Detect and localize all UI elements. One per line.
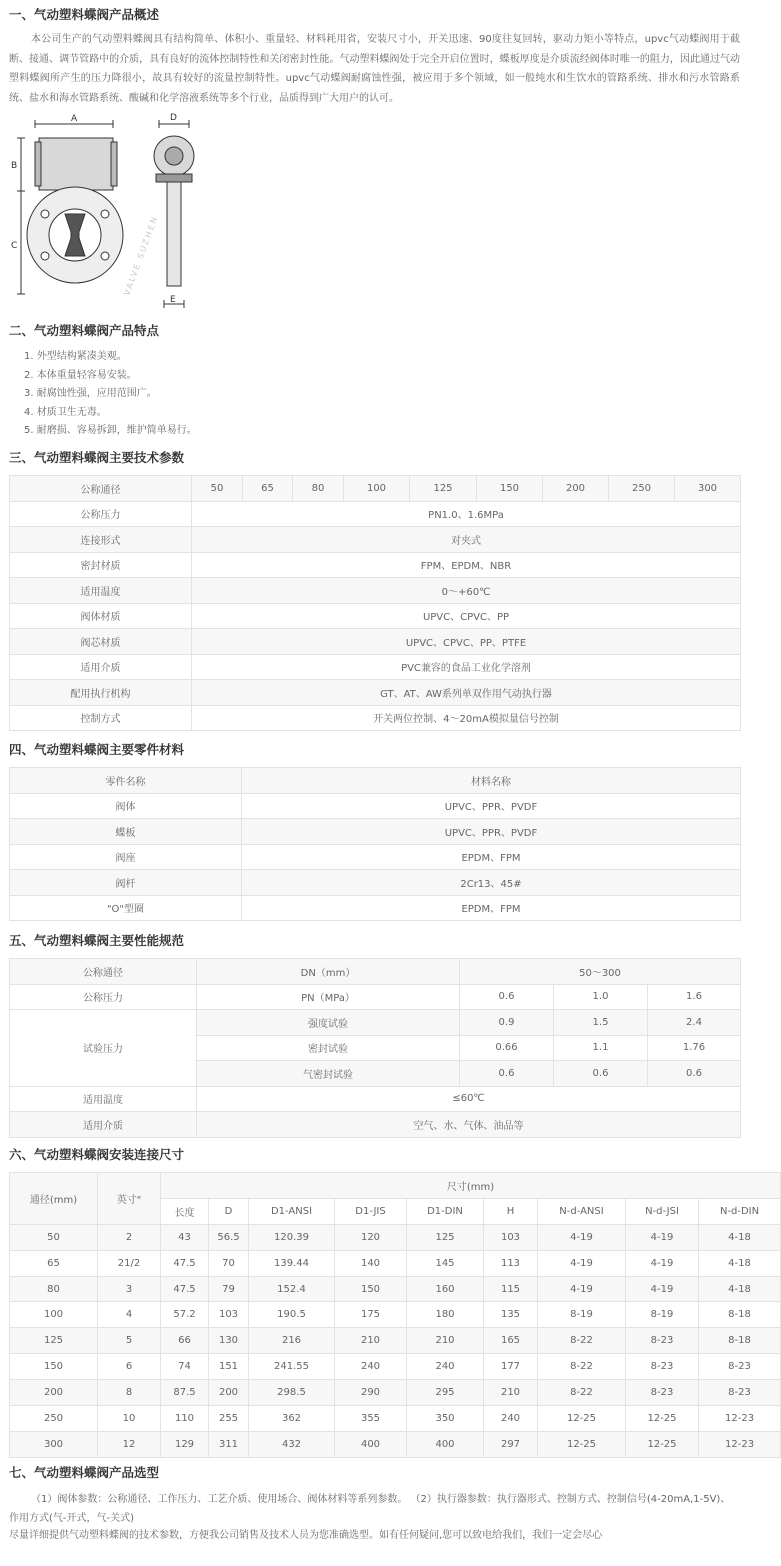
dimension-cell: 70: [209, 1250, 249, 1276]
dimension-cell: 200: [10, 1380, 98, 1406]
table-row: [10, 1328, 781, 1354]
dimension-cell: 177: [484, 1354, 538, 1380]
table-row: [10, 1431, 781, 1457]
part-material: EPDM、FPM: [242, 844, 741, 870]
dimension-cell: 311: [209, 1431, 249, 1457]
section-3-heading: 三、气动塑料蝶阀主要技术参数: [9, 450, 185, 465]
header-cell: 长度: [161, 1198, 209, 1224]
dimension-cell: 4-19: [538, 1224, 626, 1250]
dimension-cell: 290: [335, 1380, 407, 1406]
dimension-cell: 4-19: [626, 1276, 699, 1302]
dimension-cell: 400: [407, 1431, 484, 1457]
drawing-label-e: E: [170, 295, 176, 305]
size-cell: 100: [344, 476, 410, 502]
spec-value: 0.66: [460, 1035, 554, 1061]
dimension-cell: 110: [161, 1406, 209, 1432]
dimension-cell: 432: [249, 1431, 335, 1457]
header-cell: D: [209, 1198, 249, 1224]
dimension-cell: 8-19: [538, 1302, 626, 1328]
table-row: [10, 705, 741, 731]
table-row: [10, 1173, 781, 1199]
dimension-cell: 6: [98, 1354, 161, 1380]
list-item: 1. 外型结构紧凑美观。: [24, 351, 127, 362]
dimension-cell: 150: [335, 1276, 407, 1302]
header-cell: 零件名称: [10, 768, 242, 794]
param-label: 连接形式: [10, 527, 192, 553]
tech-params-table: [9, 475, 741, 731]
dimension-cell: 4-18: [699, 1250, 781, 1276]
spec-value: 1.5: [554, 1010, 648, 1036]
dimension-cell: 47.5: [161, 1250, 209, 1276]
table-row: [10, 603, 741, 629]
header-cell: 英寸": [98, 1173, 161, 1225]
parts-materials-table: [9, 767, 741, 921]
dimension-cell: 355: [335, 1406, 407, 1432]
dimension-cell: 2: [98, 1224, 161, 1250]
param-label: 配用执行机构: [10, 680, 192, 706]
part-material: 2Cr13、45#: [242, 870, 741, 896]
table-row: [10, 1224, 781, 1250]
dimension-cell: 8-19: [626, 1302, 699, 1328]
spec-value: 1.6: [648, 984, 741, 1010]
selection-paragraph-2: 尽量详细提供气动塑料蝶阀的技术参数，方便我公司销售及技术人员为您准确选型。如有任何疑问,您可以致电给我们，我们一定会尽心: [9, 1530, 603, 1541]
spec-value: 0.6: [554, 1061, 648, 1087]
dimension-cell: 8-22: [538, 1354, 626, 1380]
dimension-cell: 200: [209, 1380, 249, 1406]
dimension-cell: 295: [407, 1380, 484, 1406]
dimension-cell: 175: [335, 1302, 407, 1328]
table-row: [10, 1276, 781, 1302]
dimension-cell: 57.2: [161, 1302, 209, 1328]
dimension-cell: 43: [161, 1224, 209, 1250]
list-item: 3. 耐腐蚀性强，应用范围广。: [24, 388, 157, 399]
param-label: 公称压力: [10, 501, 192, 527]
section-5-heading: 五、气动塑料蝶阀主要性能规范: [9, 933, 185, 948]
header-cell: N-d-ANSI: [538, 1198, 626, 1224]
size-cell: 125: [410, 476, 477, 502]
drawing-label-d: D: [170, 113, 177, 123]
param-value: UPVC、CPVC、PP、PTFE: [192, 629, 741, 655]
section-7-heading: 七、气动塑料蝶阀产品选型: [9, 1465, 160, 1480]
dimension-cell: 4: [98, 1302, 161, 1328]
param-label: 控制方式: [10, 705, 192, 731]
dimension-cell: 4-19: [538, 1250, 626, 1276]
dimension-cell: 8-23: [626, 1354, 699, 1380]
spec-value: 0.6: [460, 1061, 554, 1087]
dimension-cell: 80: [10, 1276, 98, 1302]
table-row: [10, 1380, 781, 1406]
dimension-cell: 210: [484, 1380, 538, 1406]
header-cell: 材料名称: [242, 768, 741, 794]
table-row: [10, 552, 741, 578]
dimension-cell: 12-25: [626, 1431, 699, 1457]
table-row: [10, 844, 741, 870]
dimension-cell: 100: [10, 1302, 98, 1328]
dimension-cell: 3: [98, 1276, 161, 1302]
param-value: 0～+60℃: [192, 578, 741, 604]
table-row: [10, 793, 741, 819]
dimension-cell: 12-25: [538, 1406, 626, 1432]
spec-value: 0.6: [460, 984, 554, 1010]
dimension-cell: 240: [335, 1354, 407, 1380]
drawing-label-b: B: [11, 161, 18, 171]
dimension-cell: 180: [407, 1302, 484, 1328]
spec-value: 空气、水、气体、油品等: [197, 1112, 741, 1138]
dimension-cell: 8-23: [626, 1328, 699, 1354]
size-cell: 65: [243, 476, 293, 502]
test-name: 气密封试验: [197, 1061, 460, 1087]
table-row: [10, 895, 741, 921]
part-name: 蝶板: [10, 819, 242, 845]
size-cell: 80: [293, 476, 344, 502]
dimension-cell: 130: [209, 1328, 249, 1354]
selection-paragraph-1: （1）阀体参数：公称通径、工作压力、工艺介质、使用场合、阀体材料等系列参数。 （2）执行器参数：执行器形式、控制方式、控制信号(4-20mA,1-5V)、作用方式(气-开式，气-关式): [9, 1494, 731, 1524]
dimension-cell: 74: [161, 1354, 209, 1380]
dimension-cell: 129: [161, 1431, 209, 1457]
dimension-cell: 135: [484, 1302, 538, 1328]
spec-value: 50～300: [460, 959, 741, 985]
param-value: GT、AT、AW系列单双作用气动执行器: [192, 680, 741, 706]
size-cell: 150: [477, 476, 543, 502]
dimension-cell: 115: [484, 1276, 538, 1302]
part-material: EPDM、FPM: [242, 895, 741, 921]
drawing-label-a: A: [71, 114, 78, 124]
dimension-cell: 50: [10, 1224, 98, 1250]
table-row: [10, 959, 741, 985]
header-cell: D1-JIS: [335, 1198, 407, 1224]
dimension-cell: 165: [484, 1328, 538, 1354]
dimension-cell: 241.55: [249, 1354, 335, 1380]
dimension-cell: 21/2: [98, 1250, 161, 1276]
spec-value: 0.9: [460, 1010, 554, 1036]
param-value: 开关两位控制、4～20mA模拟量信号控制: [192, 705, 741, 731]
dimension-cell: 12-25: [626, 1406, 699, 1432]
header-cell: 公称通径: [10, 476, 192, 502]
table-row: [10, 1302, 781, 1328]
dimension-cell: 66: [161, 1328, 209, 1354]
table-row: [10, 1406, 781, 1432]
dimension-cell: 8: [98, 1380, 161, 1406]
dimension-cell: 8-18: [699, 1302, 781, 1328]
table-row: [10, 654, 741, 680]
dimension-cell: 125: [10, 1328, 98, 1354]
table-row: [10, 819, 741, 845]
dimension-cell: 87.5: [161, 1380, 209, 1406]
header-cell: N-d-DIN: [699, 1198, 781, 1224]
param-label: 密封材质: [10, 552, 192, 578]
param-value: PVC兼容的食品工业化学溶剂: [192, 654, 741, 680]
dimension-cell: 8-23: [626, 1380, 699, 1406]
header-cell: N-d-JSI: [626, 1198, 699, 1224]
dimension-cell: 216: [249, 1328, 335, 1354]
dimension-cell: 400: [335, 1431, 407, 1457]
dimension-cell: 297: [484, 1431, 538, 1457]
dimension-cell: 12-23: [699, 1431, 781, 1457]
part-material: UPVC、PPR、PVDF: [242, 819, 741, 845]
dimension-cell: 240: [407, 1354, 484, 1380]
param-value: 对夹式: [192, 527, 741, 553]
part-name: "O"型圈: [10, 895, 242, 921]
dimension-cell: 103: [484, 1224, 538, 1250]
dimension-cell: 190.5: [249, 1302, 335, 1328]
spec-value: 1.0: [554, 984, 648, 1010]
dimension-cell: 210: [407, 1328, 484, 1354]
test-name: 强度试验: [197, 1010, 460, 1036]
dimension-cell: 120: [335, 1224, 407, 1250]
dimension-cell: 47.5: [161, 1276, 209, 1302]
param-label: 阀体材质: [10, 603, 192, 629]
table-row: [10, 1010, 741, 1036]
size-cell: 250: [609, 476, 675, 502]
header-cell: 尺寸(mm): [161, 1173, 781, 1199]
drawing-label-c: C: [11, 241, 18, 251]
part-name: 阀体: [10, 793, 242, 819]
dimension-cell: 255: [209, 1406, 249, 1432]
valve-drawing: [9, 106, 201, 312]
table-row: [10, 629, 741, 655]
dimension-cell: 4-18: [699, 1224, 781, 1250]
param-value: FPM、EPDM、NBR: [192, 552, 741, 578]
dimension-cell: 12-25: [538, 1431, 626, 1457]
dimension-cell: 298.5: [249, 1380, 335, 1406]
dimension-cell: 12: [98, 1431, 161, 1457]
table-row: [10, 768, 741, 794]
dimension-cell: 8-22: [538, 1380, 626, 1406]
table-row: [10, 527, 741, 553]
performance-table: [9, 958, 741, 1138]
section-6-heading: 六、气动塑料蝶阀安装连接尺寸: [9, 1147, 185, 1162]
dimension-cell: 4-19: [538, 1276, 626, 1302]
section-1-heading: 一、气动塑料蝶阀产品概述: [9, 7, 160, 22]
dimension-cell: 150: [10, 1354, 98, 1380]
dimension-cell: 4-19: [626, 1224, 699, 1250]
part-material: UPVC、PPR、PVDF: [242, 793, 741, 819]
dimension-cell: 12-23: [699, 1406, 781, 1432]
size-cell: 200: [543, 476, 609, 502]
dimension-cell: 8-23: [699, 1354, 781, 1380]
param-value: UPVC、CPVC、PP: [192, 603, 741, 629]
spec-label: 试验压力: [10, 1010, 197, 1087]
part-name: 阀座: [10, 844, 242, 870]
part-name: 阀杆: [10, 870, 242, 896]
section-2-heading: 二、气动塑料蝶阀产品特点: [9, 323, 160, 338]
header-cell: 通径(mm): [10, 1173, 98, 1225]
table-row: [10, 501, 741, 527]
size-cell: 50: [192, 476, 243, 502]
spec-label: 公称压力: [10, 984, 197, 1010]
table-row: [10, 476, 741, 502]
dimension-cell: 210: [335, 1328, 407, 1354]
table-row: [10, 680, 741, 706]
header-cell: D1-DIN: [407, 1198, 484, 1224]
size-cell: 300: [675, 476, 741, 502]
header-cell: H: [484, 1198, 538, 1224]
dimension-cell: 8-18: [699, 1328, 781, 1354]
overview-paragraph: 本公司生产的气动塑料蝶阀具有结构简单、体积小、重量轻、材料耗用省，安装尺寸小，开关迅速、90度往复回转，驱动力矩小等特点，upvc气动蝶阀用于截断、接通、调节管路中的介质，具有良好的流体控制特性和关闭密封性能。气动塑料蝶阀处于完全开启位置时，蝶板厚度是介质流经阀体时唯一的阻力，因此通过气动塑料蝶阀所产生的压力降很小，故具有较好的流量控制特性。upvc气动蝶阀耐腐蚀性强，被应用于多个领域，如一般纯水和生饮水的管路系统、排水和污水管路系统、盐水和海水管路系统、酸碱和化学溶液系统等多个行业，品质得到广大用户的认可。: [9, 34, 740, 104]
dimension-cell: 56.5: [209, 1224, 249, 1250]
dimension-cell: 151: [209, 1354, 249, 1380]
features-list: [24, 348, 197, 441]
watermark: VALVE SUZHEN: [122, 214, 160, 297]
list-item: 2. 本体重量轻容易安装。: [24, 369, 137, 381]
param-value: PN1.0、1.6MPa: [192, 501, 741, 527]
spec-label: 适用温度: [10, 1086, 197, 1112]
table-row: [10, 1112, 741, 1138]
dimension-cell: 4-18: [699, 1276, 781, 1302]
table-row: [10, 1354, 781, 1380]
spec-value: ≤60℃: [197, 1086, 741, 1112]
spec-unit: PN（MPa）: [197, 984, 460, 1010]
dimension-cell: 120.39: [249, 1224, 335, 1250]
dimension-cell: 240: [484, 1406, 538, 1432]
spec-label: 适用介质: [10, 1112, 197, 1138]
spec-value: 0.6: [648, 1061, 741, 1087]
dimension-cell: 145: [407, 1250, 484, 1276]
param-label: 阀芯材质: [10, 629, 192, 655]
list-item: 5. 耐磨损、容易拆卸，维护简单易行。: [24, 425, 197, 436]
table-row: [10, 870, 741, 896]
dimension-cell: 160: [407, 1276, 484, 1302]
test-name: 密封试验: [197, 1035, 460, 1061]
table-row: [10, 1086, 741, 1112]
param-label: 适用介质: [10, 654, 192, 680]
table-row: [10, 1250, 781, 1276]
dimension-cell: 113: [484, 1250, 538, 1276]
spec-unit: DN（mm）: [197, 959, 460, 985]
dimension-cell: 8-23: [699, 1380, 781, 1406]
header-cell: D1-ANSI: [249, 1198, 335, 1224]
param-label: 适用温度: [10, 578, 192, 604]
dimension-cell: 362: [249, 1406, 335, 1432]
dimension-cell: 8-22: [538, 1328, 626, 1354]
install-dimensions-table: [9, 1172, 781, 1458]
dimension-cell: 5: [98, 1328, 161, 1354]
dimension-cell: 139.44: [249, 1250, 335, 1276]
dimension-cell: 350: [407, 1406, 484, 1432]
section-4-heading: 四、气动塑料蝶阀主要零件材料: [9, 742, 185, 757]
dimension-cell: 4-19: [626, 1250, 699, 1276]
dimension-cell: 250: [10, 1406, 98, 1432]
dimension-cell: 65: [10, 1250, 98, 1276]
dimension-cell: 103: [209, 1302, 249, 1328]
dimension-cell: 152.4: [249, 1276, 335, 1302]
table-row: [10, 578, 741, 604]
dimension-cell: 79: [209, 1276, 249, 1302]
spec-value: 1.1: [554, 1035, 648, 1061]
dimension-cell: 125: [407, 1224, 484, 1250]
spec-label: 公称通径: [10, 959, 197, 985]
dimension-cell: 300: [10, 1431, 98, 1457]
spec-value: 2.4: [648, 1010, 741, 1036]
spec-value: 1.76: [648, 1035, 741, 1061]
dimension-cell: 140: [335, 1250, 407, 1276]
list-item: 4. 材质卫生无毒。: [24, 406, 107, 418]
table-row: [10, 984, 741, 1010]
dimension-cell: 10: [98, 1406, 161, 1432]
